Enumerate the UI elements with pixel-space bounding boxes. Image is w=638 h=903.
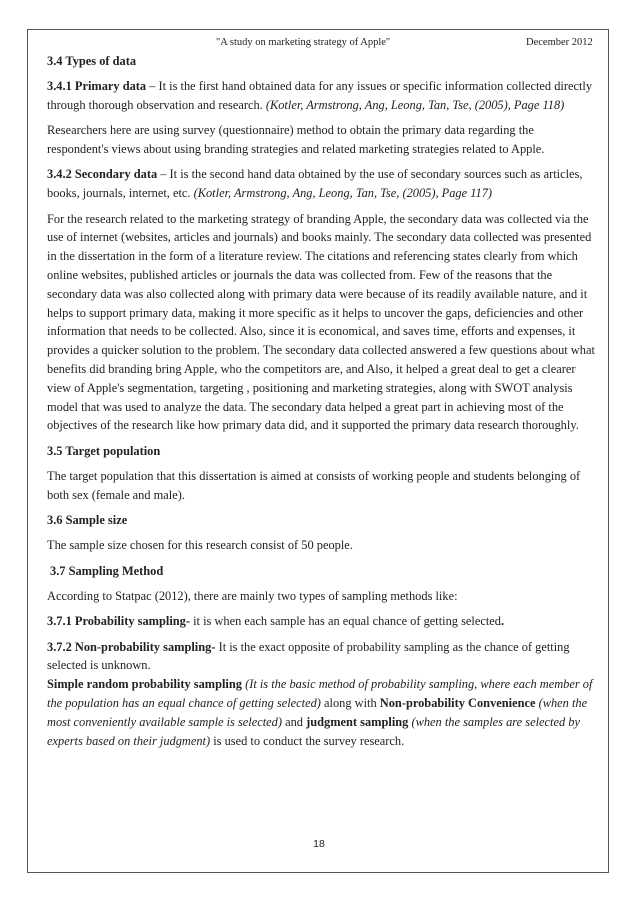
section-heading-3-6: 3.6 Sample size: [47, 513, 128, 528]
subsection-heading-3-7-1: 3.7.1 Probability sampling-: [47, 614, 190, 629]
subsection-heading-3-4-2: 3.4.2 Secondary data: [47, 167, 158, 182]
paragraph-secondary-data: [47, 165, 595, 203]
paragraph-target-population: The target population that this dissertation is aimed at consists of working people and students belonging of both sex (female and male).: [47, 468, 581, 502]
section-heading-3-7: 3.7 Sampling Method: [50, 563, 164, 578]
section-heading-3-5: 3.5 Target population: [47, 443, 161, 458]
term-judgment: judgment sampling: [306, 714, 409, 729]
note-simple-random: (It is the basic method of probability sampling, where each member of the population has an equal chance of getting selected): [47, 677, 593, 710]
subsection-heading-3-4-1: 3.4.1 Primary data: [47, 79, 147, 94]
document-body: [47, 52, 595, 757]
paragraph-non-probability-sampling: [47, 638, 595, 676]
paragraph-primary-data: [47, 77, 595, 115]
connector-text: and: [282, 714, 307, 729]
paragraph-sampling-used: [47, 675, 595, 750]
paragraph-secondary-data-details: For the research related to the marketing strategy of branding Apple, the secondary data was collected via the use of internet (websites, articles and journals) and books mainly. The secondary data collected was presented in the dissertation in the form of a literature review. The citations and referencing states clearly from which online websites, published articles or journals the data was collected from. Few of the reasons that the secondary data was also collected along with primary data were because of its readily available nature, and it helps to support primary data, making it more specific as it helps to uncover the gaps, deficiencies and other information that needs to be collected. Also, since it is economical, and saves time, efforts and expenses, it provides a quicker solution to the problem. The secondary data collected answered a few questions about what benefits did branding bring Apple, who the competitors are, and Also, it helped a great deal to get a clearer view of Apple's segmentation, targeting , positioning and marketing strategies, along with SWOT analysis model that was used to analyze the data. The secondary data helped a great part in achieving most of the objectives of the research like how primary data did, and it supported the primary data research thoroughly.: [47, 211, 595, 433]
non-probability-sampling-text: It is the exact opposite of probability sampling as the chance of getting selected is unknown.: [47, 639, 570, 673]
term-simple-random: Simple random probability sampling: [47, 677, 242, 692]
section-heading-3-4: 3.4 Types of data: [47, 54, 137, 68]
paragraph-probability-sampling: [47, 612, 595, 631]
sentence-end: .: [501, 614, 505, 629]
term-convenience: Non-probability Convenience: [379, 695, 536, 710]
closing-text: is used to conduct the survey research.: [210, 733, 405, 748]
citation: (Kotler, Armstrong, Ang, Leong, Tan, Tse, (2005), Page 117): [193, 186, 493, 201]
page-number: 18: [313, 838, 325, 850]
note-judgment: (when the samples are selected by experts based on their judgment): [47, 714, 580, 748]
connector-text: along with: [320, 695, 380, 710]
probability-sampling-text: it is when each sample has an equal chance of getting selected: [189, 614, 502, 629]
header-title: "A study on marketing strategy of Apple": [216, 37, 391, 48]
paragraph-survey-method: Researchers here are using survey (questionnaire) method to obtain the primary data regarding the respondent's views about using branding strategies and related marketing strategies related to Apple.: [47, 123, 545, 157]
citation: (Kotler, Armstrong, Ang, Leong, Tan, Tse, (2005), Page 118): [265, 98, 565, 113]
paragraph-sample-size: The sample size chosen for this research consist of 50 people.: [47, 538, 353, 553]
header-date: December 2012: [526, 37, 593, 48]
secondary-data-definition: – It is the second hand data obtained by the use of secondary sources such as articles, books, journals, internet, etc.: [47, 167, 583, 201]
paragraph-sampling-methods: According to Statpac (2012), there are mainly two types of sampling methods like:: [47, 588, 458, 603]
subsection-heading-3-7-2: 3.7.2 Non-probability sampling-: [47, 639, 216, 654]
note-convenience: (when the most conveniently available sample is selected): [47, 695, 588, 729]
primary-data-definition: – It is the first hand obtained data for any issues or specific information collected directly through thorough observation and research.: [47, 79, 593, 113]
